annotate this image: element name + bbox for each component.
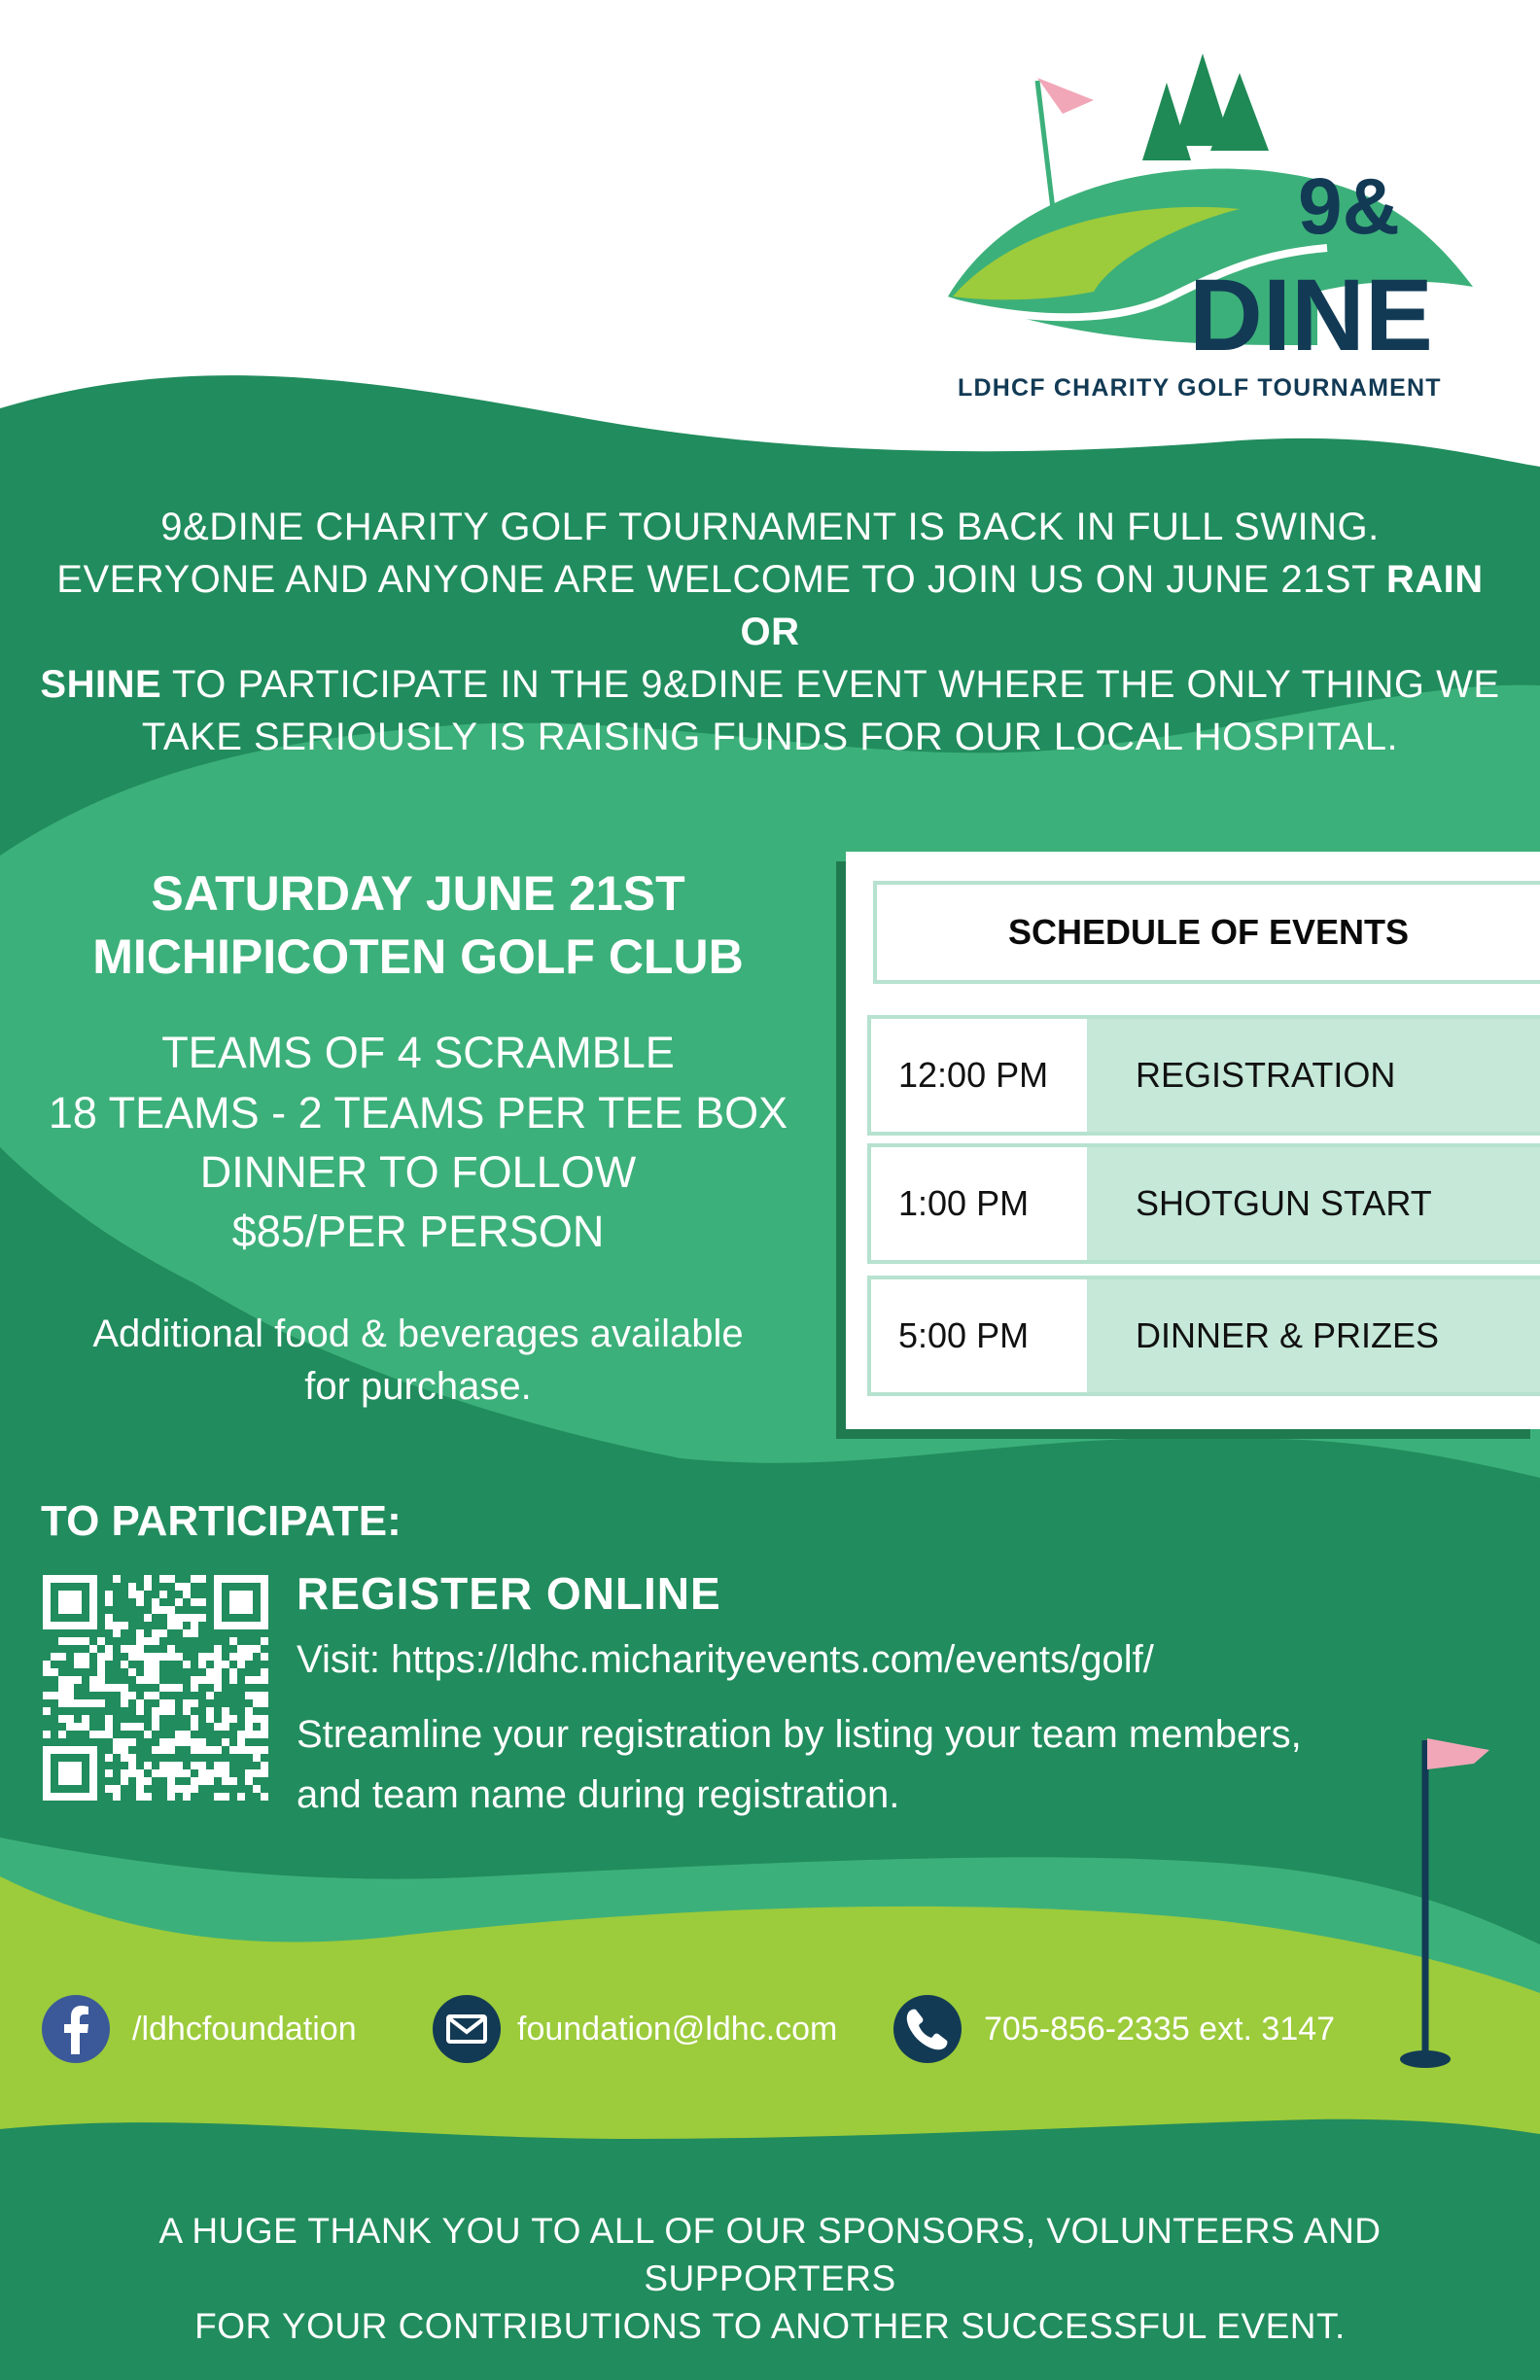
event-detail-price: $85/PER PERSON (231, 1207, 605, 1256)
golf-hole-flag-icon (1390, 1731, 1497, 2081)
instructions-line-2: and team name during registration. (297, 1773, 900, 1816)
event-detail-teams: 18 TEAMS - 2 TEAMS PER TEE BOX (48, 1088, 788, 1138)
participate-heading: TO PARTICIPATE: (41, 1497, 402, 1545)
facebook-icon[interactable] (41, 1994, 111, 2064)
intro-line-3 (39, 658, 1501, 711)
event-detail-dinner: DINNER TO FOLLOW (199, 1147, 637, 1197)
thank-you-message (39, 2207, 1501, 2350)
logo-graphic (948, 53, 1492, 365)
schedule-time: 12:00 PM (898, 1055, 1049, 1095)
schedule-event: DINNER & PRIZES (1087, 1279, 1540, 1392)
schedule-event: SHOTGUN START (1087, 1147, 1540, 1260)
schedule-row (867, 1015, 1540, 1136)
schedule-row (867, 1276, 1540, 1396)
event-venue: MICHIPICOTEN GOLF CLUB (92, 929, 744, 984)
intro-line-2 (39, 553, 1501, 658)
logo-title-line2: DINE (1189, 259, 1433, 365)
email-icon[interactable] (432, 1994, 502, 2064)
intro-line-4: TAKE SERIOUSLY IS RAISING FUNDS FOR OUR LOCAL HOSPITAL. (141, 716, 1399, 758)
email-address-link[interactable]: foundation@ldhc.com (517, 2011, 838, 2048)
intro-line-3-text: TO PARTICIPATE IN THE 9&DINE EVENT WHERE THE ONLY THING WE (161, 663, 1500, 706)
phone-number-link[interactable]: 705-856-2335 ext. 3147 (984, 2011, 1336, 2048)
qr-code-icon[interactable] (43, 1575, 268, 1801)
trees-icon (1142, 53, 1269, 160)
intro-line-2-text: EVERYONE AND ANYONE ARE WELCOME TO JOIN US ON JUNE 21ST (56, 558, 1386, 601)
thank-you-line-2: FOR YOUR CONTRIBUTIONS TO ANOTHER SUCCESSFUL EVENT. (194, 2306, 1346, 2346)
schedule-row (867, 1143, 1540, 1264)
intro-bold-rain: RAIN OR (740, 558, 1484, 653)
intro-bold-shine: SHINE (40, 663, 162, 706)
schedule-time: 5:00 PM (898, 1315, 1030, 1355)
event-date: SATURDAY JUNE 21ST (151, 866, 685, 921)
phone-icon[interactable] (892, 1994, 962, 2064)
intro-line-1: 9&DINE CHARITY GOLF TOURNAMENT IS BACK IN FULL SWING. (160, 506, 1380, 548)
intro-paragraph (39, 501, 1501, 763)
schedule-heading: SCHEDULE OF EVENTS (873, 881, 1540, 984)
registration-instructions (297, 1704, 1385, 1825)
event-detail-format: TEAMS OF 4 SCRAMBLE (161, 1028, 675, 1077)
schedule-time: 1:00 PM (898, 1183, 1030, 1223)
additional-food-line-1: Additional food & beverages available (92, 1312, 744, 1355)
additional-food-note (19, 1308, 817, 1413)
logo-title-line1: 9& (1298, 162, 1400, 251)
thank-you-line-1: A HUGE THANK YOU TO ALL OF OUR SPONSORS, VOLUNTEERS AND SUPPORTERS (158, 2211, 1382, 2298)
facebook-handle-link[interactable]: /ldhcfoundation (132, 2011, 357, 2048)
logo-subtitle: LDHCF CHARITY GOLF TOURNAMENT (958, 374, 1442, 402)
flag-icon (1037, 78, 1094, 114)
schedule-event: REGISTRATION (1087, 1019, 1540, 1132)
flag-pole-icon (1037, 81, 1053, 209)
registration-url-link[interactable]: Visit: https://ldhc.micharityevents.com/events/golf/ (297, 1638, 1154, 1681)
additional-food-line-2: for purchase. (304, 1365, 532, 1408)
register-online-heading: REGISTER ONLINE (297, 1568, 721, 1619)
instructions-line-1: Streamline your registration by listing your team members, (297, 1713, 1302, 1756)
schedule-panel (846, 852, 1540, 1429)
